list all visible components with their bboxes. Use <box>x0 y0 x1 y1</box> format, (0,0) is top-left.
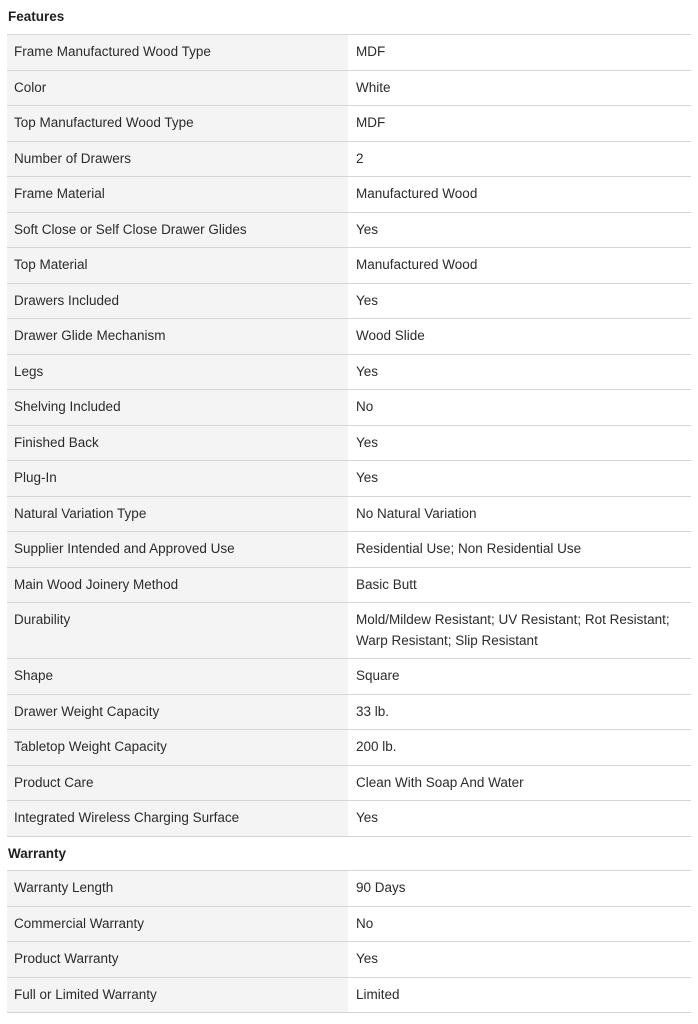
spec-row <box>7 212 691 248</box>
spec-row <box>7 801 691 837</box>
spec-row <box>7 106 691 142</box>
spec-row <box>7 319 691 355</box>
spec-label: Finished Back <box>7 425 348 461</box>
spec-row <box>7 765 691 801</box>
spec-value: Yes <box>348 942 691 978</box>
spec-row <box>7 942 691 978</box>
spec-value: Limited <box>348 977 691 1013</box>
spec-value: Wood Slide <box>348 319 691 355</box>
spec-row <box>7 730 691 766</box>
spec-label: Top Manufactured Wood Type <box>7 106 348 142</box>
spec-row <box>7 906 691 942</box>
spec-row <box>7 177 691 213</box>
spec-label: Integrated Wireless Charging Surface <box>7 801 348 837</box>
spec-label: Natural Variation Type <box>7 496 348 532</box>
spec-value: Manufactured Wood <box>348 248 691 284</box>
spec-value: MDF <box>348 35 691 71</box>
spec-label: Soft Close or Self Close Drawer Glides <box>7 212 348 248</box>
spec-value: Yes <box>348 425 691 461</box>
spec-value: 33 lb. <box>348 694 691 730</box>
spec-value: Clean With Soap And Water <box>348 765 691 801</box>
spec-row <box>7 496 691 532</box>
spec-value: White <box>348 70 691 106</box>
spec-label: Color <box>7 70 348 106</box>
spec-label: Shape <box>7 659 348 695</box>
spec-row <box>7 532 691 568</box>
spec-row <box>7 603 691 659</box>
spec-label: Shelving Included <box>7 390 348 426</box>
spec-row <box>7 977 691 1013</box>
spec-row <box>7 248 691 284</box>
warranty-heading: Warranty <box>8 846 67 861</box>
spec-label: Product Warranty <box>7 942 348 978</box>
spec-row <box>7 390 691 426</box>
features-heading: Features <box>8 9 65 24</box>
spec-value: MDF <box>348 106 691 142</box>
spec-value: No <box>348 906 691 942</box>
spec-value: 200 lb. <box>348 730 691 766</box>
spec-label: Drawer Weight Capacity <box>7 694 348 730</box>
spec-value: Yes <box>348 801 691 837</box>
spec-value: 2 <box>348 141 691 177</box>
spec-value: No <box>348 390 691 426</box>
spec-label: Full or Limited Warranty <box>7 977 348 1013</box>
spec-label: Frame Material <box>7 177 348 213</box>
spec-value: Mold/Mildew Resistant; UV Resistant; Rot Resistant; Warp Resistant; Slip Resistant <box>348 603 691 659</box>
spec-value: Yes <box>348 212 691 248</box>
spec-label: Main Wood Joinery Method <box>7 567 348 603</box>
spec-row <box>7 141 691 177</box>
spec-label: Drawer Glide Mechanism <box>7 319 348 355</box>
spec-row <box>7 425 691 461</box>
spec-label: Legs <box>7 354 348 390</box>
spec-row <box>7 354 691 390</box>
spec-label: Tabletop Weight Capacity <box>7 730 348 766</box>
spec-label: Top Material <box>7 248 348 284</box>
spec-row <box>7 35 691 71</box>
spec-value: Basic Butt <box>348 567 691 603</box>
spec-label: Commercial Warranty <box>7 906 348 942</box>
spec-value: Yes <box>348 283 691 319</box>
spec-label: Plug-In <box>7 461 348 497</box>
spec-row <box>7 659 691 695</box>
spec-value: No Natural Variation <box>348 496 691 532</box>
spec-value: Square <box>348 659 691 695</box>
spec-label: Product Care <box>7 765 348 801</box>
spec-row <box>7 694 691 730</box>
spec-label: Supplier Intended and Approved Use <box>7 532 348 568</box>
spec-value: Manufactured Wood <box>348 177 691 213</box>
spec-value: Residential Use; Non Residential Use <box>348 532 691 568</box>
spec-row <box>7 461 691 497</box>
spec-row <box>7 567 691 603</box>
warranty-table <box>7 870 691 1013</box>
spec-label: Drawers Included <box>7 283 348 319</box>
spec-label: Warranty Length <box>7 871 348 907</box>
spec-value: Yes <box>348 461 691 497</box>
spec-row <box>7 871 691 907</box>
spec-value: 90 Days <box>348 871 691 907</box>
spec-label: Frame Manufactured Wood Type <box>7 35 348 71</box>
spec-label: Durability <box>7 603 348 659</box>
spec-value: Yes <box>348 354 691 390</box>
spec-row <box>7 70 691 106</box>
spec-label: Number of Drawers <box>7 141 348 177</box>
spec-row <box>7 283 691 319</box>
features-table <box>7 34 691 837</box>
